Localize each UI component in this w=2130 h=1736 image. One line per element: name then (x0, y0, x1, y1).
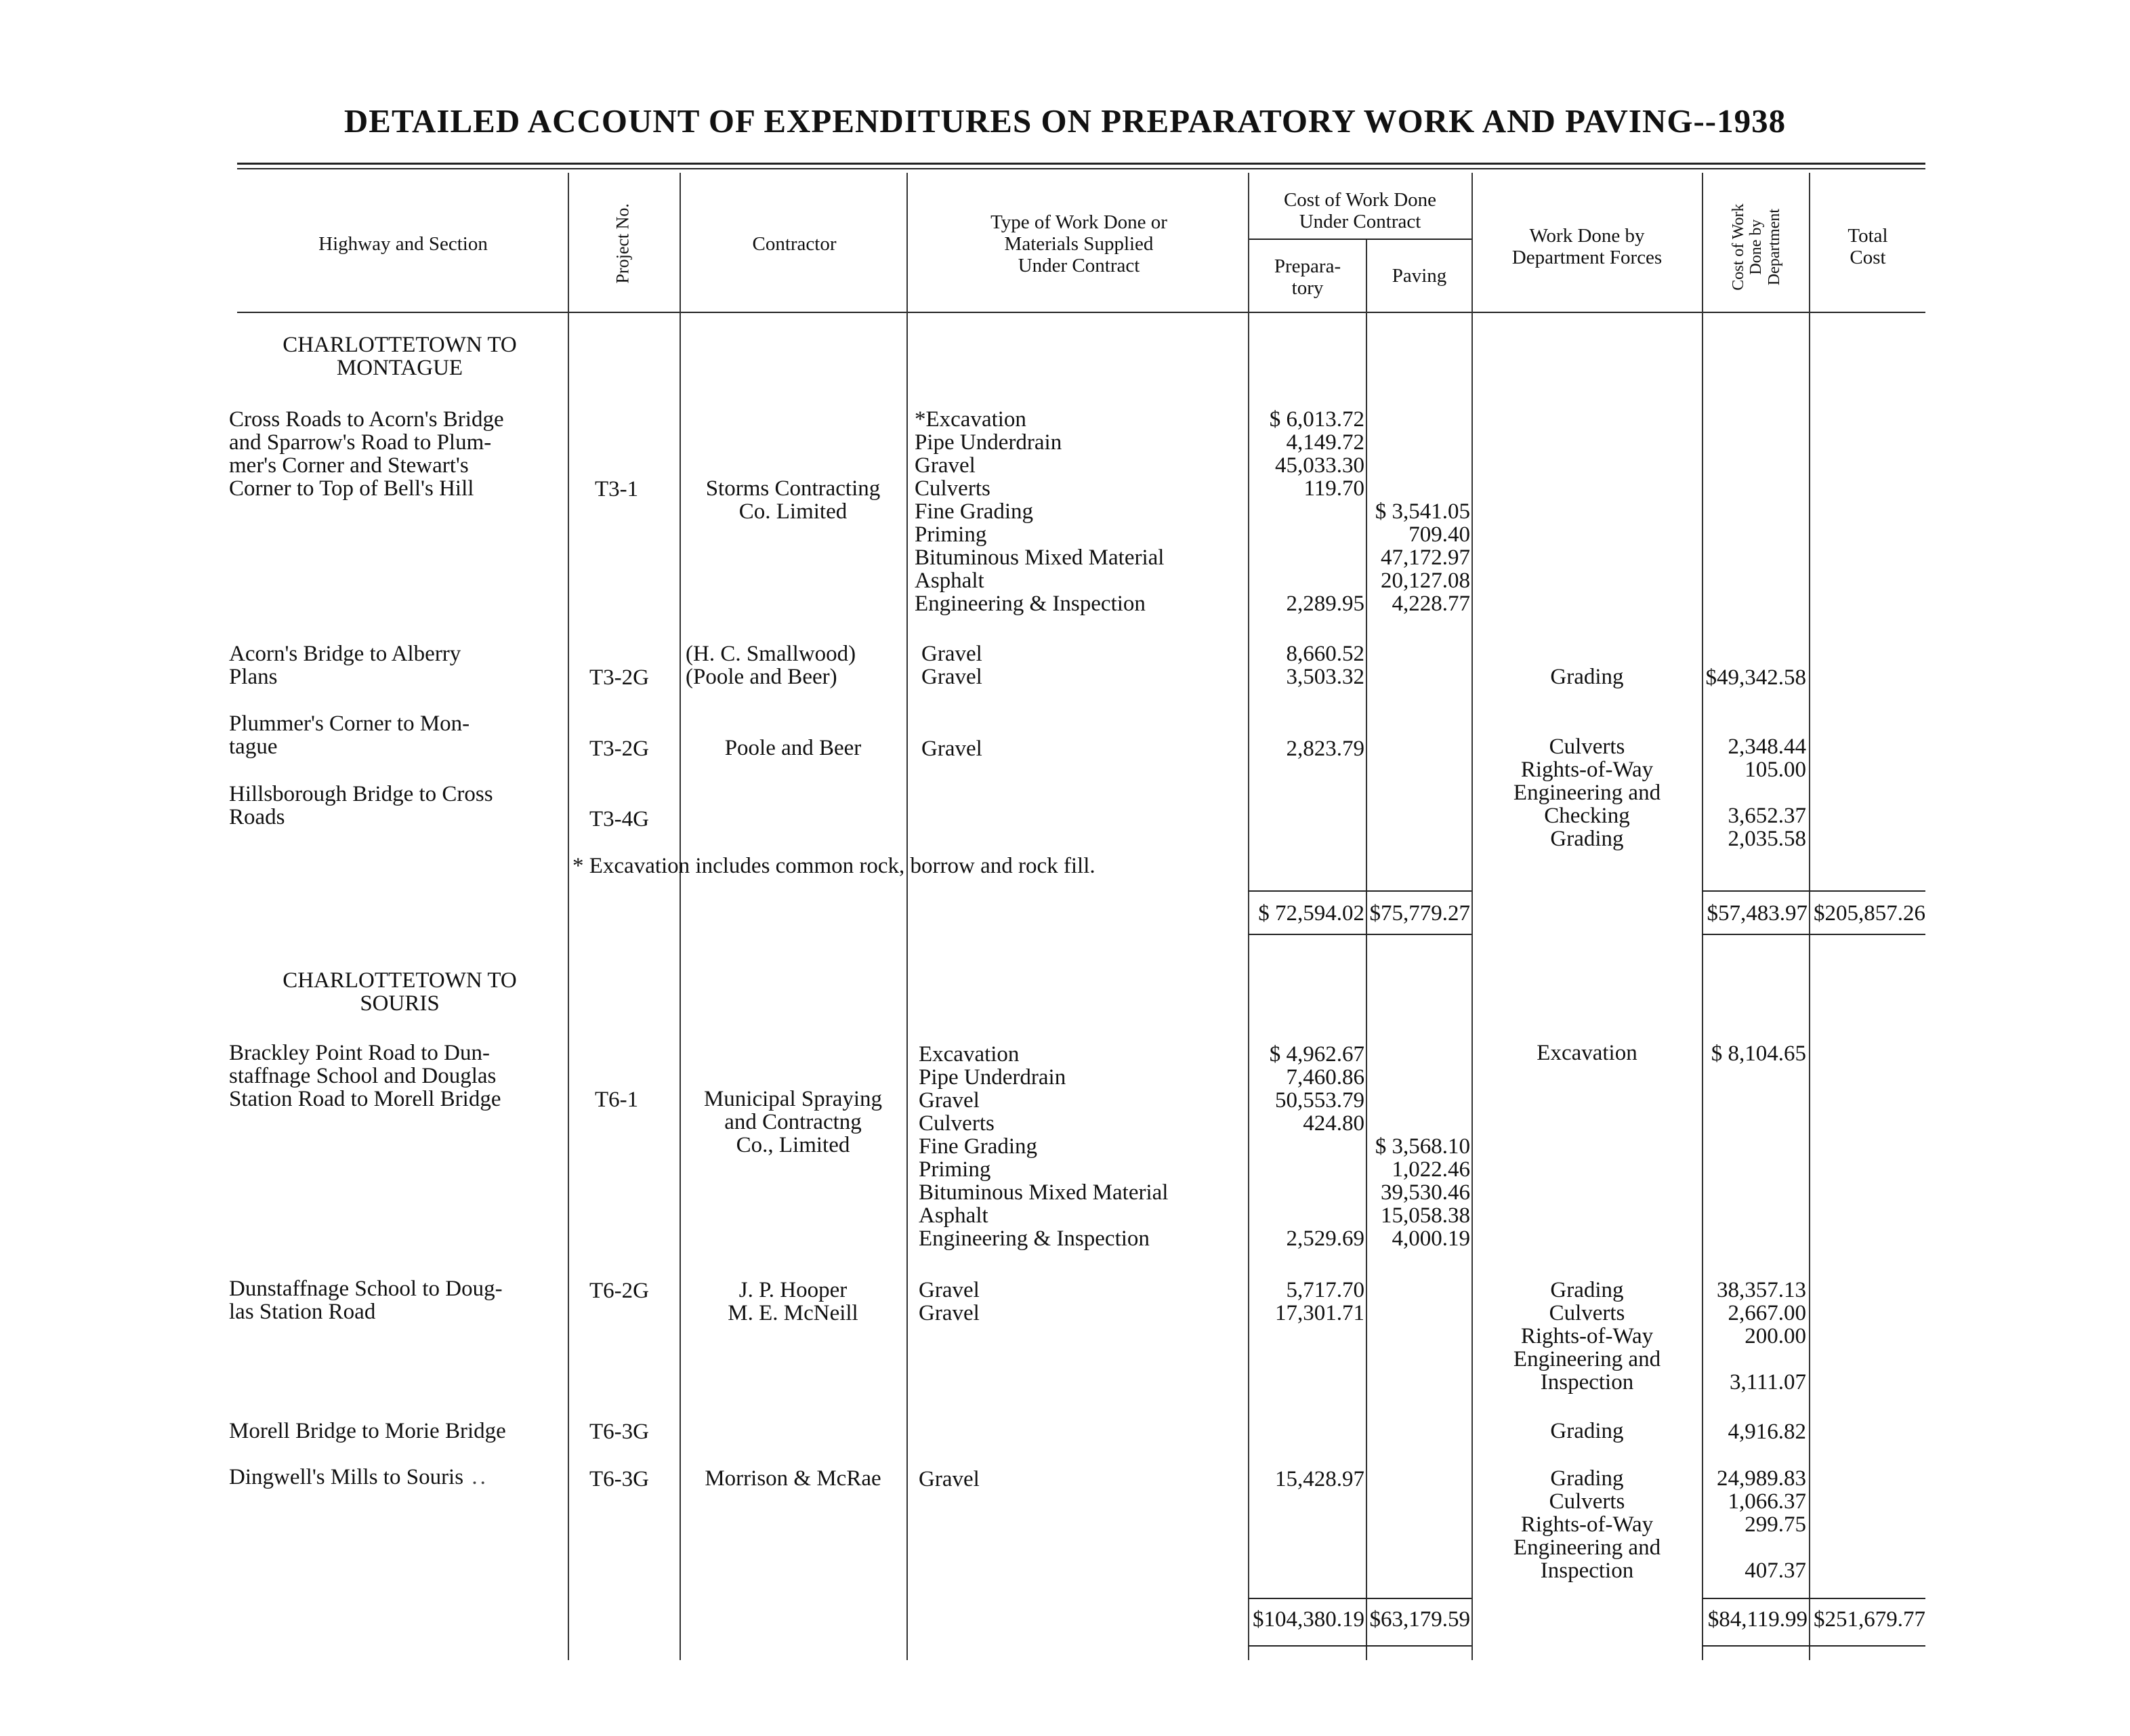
highway-line: mer's Corner and Stewart's (229, 453, 469, 478)
section-title (237, 969, 562, 1015)
header-total-line-2: Cost (1850, 246, 1886, 268)
paving-value: 1,022.46 (1392, 1157, 1470, 1182)
dept-cost-list (1703, 735, 1806, 850)
prep-value: 4,149.72 (1286, 430, 1364, 455)
section-title-line: CHARLOTTETOWN TO (283, 333, 517, 357)
work-type-item: Gravel (921, 665, 982, 689)
header-type-line-2: Materials Supplied (1004, 232, 1154, 255)
contractor-line: and Contractng (724, 1110, 862, 1134)
dept-cost: $49,342.58 (1705, 665, 1806, 690)
dept-cost (1703, 1348, 1806, 1371)
dept-cost: 2,348.44 (1728, 735, 1806, 759)
header-cost-under-contract (1250, 190, 1470, 233)
paving-value (1369, 1043, 1470, 1066)
dept-work: Checking (1544, 804, 1630, 828)
dept-cost (1703, 1536, 1806, 1559)
work-type-item: Gravel (919, 1467, 980, 1491)
highway-line: Hillsborough Bridge to Cross (229, 782, 493, 806)
contractor-name: Morrison & McRae (705, 1466, 881, 1491)
col-divider-contractor (906, 173, 908, 1660)
subtotal-rule (1702, 890, 1925, 892)
paving-value (1369, 431, 1470, 454)
header-cost-by-dept (1730, 194, 1783, 299)
paving-value: 20,127.08 (1381, 569, 1470, 593)
paving-value: $ 3,568.10 (1375, 1134, 1470, 1159)
prep-value: 8,660.52 (1286, 642, 1364, 666)
highway-line: Acorn's Bridge to Alberry (229, 642, 461, 666)
dept-work: Engineering and (1513, 1535, 1661, 1560)
header-type-line-1: Type of Work Done or (990, 211, 1167, 233)
work-type-item: *Excavation (915, 407, 1026, 432)
dept-cost-list (1703, 1467, 1806, 1582)
work-type-item: Engineering & Inspection (915, 592, 1146, 616)
prep-value: 15,428.97 (1275, 1467, 1364, 1491)
preparatory-values (1251, 1043, 1364, 1250)
header-paving: Paving (1392, 265, 1447, 287)
dept-work: Rights-of-Way (1520, 1512, 1654, 1537)
paving-value (1369, 408, 1470, 431)
prep-value: $ 4,962.67 (1269, 1042, 1364, 1067)
work-type-item: Priming (919, 1157, 991, 1182)
col-divider-highway (568, 173, 569, 1660)
dept-work-list (1474, 1467, 1700, 1582)
highway-section (229, 712, 469, 758)
work-type-item: Asphalt (919, 1203, 988, 1228)
highway-section (229, 783, 493, 829)
section-title-line: SOURIS (360, 991, 440, 1016)
contractor-name: Poole and Beer (724, 736, 862, 760)
project-number: T3-1 (595, 477, 639, 501)
project-number: T6-1 (595, 1088, 639, 1112)
highway-line: Roads (229, 805, 285, 829)
highway-line: Station Road to Morell Bridge (229, 1087, 501, 1111)
preparatory-values (1251, 408, 1364, 615)
header-contractor: Contractor (752, 233, 837, 255)
contractor-line: Co., Limited (736, 1133, 850, 1157)
total-cost: $205,857.26 (1814, 901, 1925, 926)
highway-section (229, 642, 461, 688)
header-costdept-line-3: Department (1765, 208, 1783, 286)
dept-cost: 299.75 (1745, 1512, 1806, 1537)
work-type-item: Gravel (915, 453, 976, 478)
total-dept-cost: $84,119.99 (1707, 1607, 1808, 1632)
dept-work: Culverts (1549, 735, 1625, 759)
prep-value: 7,460.86 (1286, 1065, 1364, 1090)
contractor-line: Co. Limited (738, 499, 848, 524)
work-type-list (919, 1279, 980, 1325)
total-dept-cost: $57,483.97 (1707, 901, 1808, 926)
prep-value (1251, 1158, 1364, 1181)
prep-value (1251, 523, 1364, 546)
dept-work: Inspection (1540, 1370, 1634, 1394)
work-type-item: Culverts (915, 476, 990, 501)
dept-work: Grading (1550, 827, 1624, 851)
footnote: * Excavation includes common rock, borrow and rock fill. (572, 854, 1095, 878)
header-type-line-3: Under Contract (1018, 254, 1140, 276)
contractor-name (680, 1088, 906, 1157)
dept-cost: 2,667.00 (1728, 1301, 1806, 1325)
project-number: T6-3G (589, 1420, 649, 1444)
dept-work: Engineering and (1513, 1347, 1661, 1371)
work-type-list (915, 408, 1247, 615)
dept-cost-list (1703, 1279, 1806, 1394)
prep-value: 119.70 (1303, 476, 1364, 501)
work-type-item: Fine Grading (919, 1134, 1038, 1159)
paving-value: $ 3,541.05 (1375, 499, 1470, 524)
dept-work: Rights-of-Way (1520, 758, 1654, 782)
section-title (237, 333, 562, 379)
header-dept-forces (1474, 226, 1700, 269)
preparatory-values (1251, 1279, 1364, 1325)
paving-value: 47,172.97 (1381, 545, 1470, 570)
highway-section (229, 1277, 503, 1323)
highway-line: Plummer's Corner to Mon- (229, 711, 470, 736)
header-type-of-work (911, 212, 1247, 277)
paving-value (1369, 1066, 1470, 1089)
prep-value: 2,529.69 (1286, 1226, 1364, 1251)
header-total-line-1: Total (1847, 225, 1888, 247)
contractor-name (680, 1279, 906, 1325)
highway-line: Plans (229, 665, 278, 689)
header-cost-line-2: Under Contract (1299, 210, 1421, 232)
dept-work: Rights-of-Way (1520, 1324, 1654, 1348)
total-underline (1248, 934, 1471, 935)
dept-cost: 1,066.37 (1728, 1489, 1806, 1514)
paving-value: 709.40 (1408, 522, 1470, 547)
work-type-item: Bituminous Mixed Material (919, 1180, 1169, 1205)
highway-section (229, 1041, 501, 1111)
dept-cost: 24,989.83 (1717, 1466, 1806, 1491)
work-type-item: Gravel (919, 1088, 980, 1113)
work-type-item: Fine Grading (915, 499, 1034, 524)
work-type-item: Pipe Underdrain (915, 430, 1062, 455)
header-bottom-rule (237, 312, 1925, 313)
top-rule-secondary (237, 168, 1925, 169)
total-paving: $75,779.27 (1369, 901, 1470, 926)
project-number: T3-4G (589, 807, 649, 831)
project-number: T3-2G (589, 665, 649, 690)
prep-value (1251, 1204, 1364, 1227)
contractor-line: M. E. McNeill (728, 1301, 858, 1325)
dept-cost: 4,916.82 (1728, 1420, 1806, 1444)
work-type-item: Gravel (921, 642, 982, 666)
dept-cost (1703, 781, 1806, 804)
contractor-line: (H. C. Smallwood) (686, 642, 856, 666)
contractor-line: (Poole and Beer) (686, 665, 837, 689)
prep-value: 2,289.95 (1286, 592, 1364, 616)
work-type-list (919, 1043, 1247, 1250)
header-project-no: Project No. (612, 203, 633, 284)
dept-cost: 200.00 (1745, 1324, 1806, 1348)
prep-value: 2,823.79 (1286, 737, 1364, 761)
project-number: T3-2G (589, 737, 649, 761)
work-type-item: Asphalt (915, 569, 984, 593)
dept-work: Grading (1550, 1419, 1624, 1443)
header-prep-line-1: Prepara- (1274, 255, 1341, 277)
work-type-item: Priming (915, 522, 987, 547)
header-dept-line-1: Work Done by (1529, 225, 1645, 247)
contractor-name (680, 477, 906, 523)
contractor-name (686, 642, 856, 688)
section-title-line: CHARLOTTETOWN TO (283, 968, 517, 993)
dept-work: Culverts (1549, 1489, 1625, 1514)
dept-work: Inspection (1540, 1558, 1634, 1583)
work-type-item: Pipe Underdrain (919, 1065, 1066, 1090)
highway-line: Corner to Top of Bell's Hill (229, 476, 474, 501)
prep-value: 17,301.71 (1275, 1301, 1364, 1325)
highway-section: Morell Bridge to Morie Bridge (229, 1419, 506, 1443)
dept-cost: 2,035.58 (1728, 827, 1806, 851)
total-underline (1248, 1645, 1471, 1647)
header-dept-line-2: Department Forces (1511, 246, 1663, 268)
prep-value (1251, 500, 1364, 523)
header-prep-line-2: tory (1291, 276, 1324, 299)
prep-value (1251, 546, 1364, 569)
contractor-line: J. P. Hooper (738, 1278, 848, 1302)
top-rule (237, 163, 1925, 165)
prep-value (1251, 569, 1364, 592)
work-type-item: Gravel (919, 1301, 980, 1325)
col-divider-project (680, 173, 681, 1660)
dept-work: Excavation (1537, 1041, 1637, 1065)
total-cost: $251,679.77 (1814, 1607, 1925, 1632)
dept-work: Engineering and (1513, 781, 1661, 805)
subtotal-rule (1248, 1598, 1471, 1599)
paving-value (1369, 477, 1470, 500)
highway-line: and Sparrow's Road to Plum- (229, 430, 492, 455)
col-divider-prep (1366, 240, 1367, 1660)
subtotal-rule (1702, 1598, 1925, 1599)
total-paving: $63,179.59 (1369, 1607, 1470, 1632)
total-underline (1702, 1645, 1925, 1647)
total-underline (1702, 934, 1925, 935)
paving-value: 15,058.38 (1381, 1203, 1470, 1228)
contractor-line: Storms Contracting (705, 476, 881, 501)
highway-section (229, 1466, 488, 1489)
cost-contract-subrule (1248, 239, 1471, 240)
project-number: T6-3G (589, 1467, 649, 1491)
paving-value: 4,228.77 (1392, 592, 1470, 616)
work-type-item: Culverts (919, 1111, 995, 1136)
header-total-cost (1810, 226, 1925, 269)
prep-value: $ 6,013.72 (1269, 407, 1364, 432)
dept-work: Grading (1550, 665, 1624, 689)
contractor-line: Municipal Spraying (703, 1087, 883, 1111)
dept-work-list (1474, 1279, 1700, 1394)
header-costdept-line-1: Cost of Work (1729, 203, 1747, 291)
work-type-list (921, 642, 982, 688)
dept-work: Culverts (1549, 1301, 1625, 1325)
dept-cost: 3,652.37 (1728, 804, 1806, 828)
project-number: T6-2G (589, 1279, 649, 1303)
dept-work: Grading (1550, 1278, 1624, 1302)
prep-value (1251, 1135, 1364, 1158)
paving-value: 39,530.46 (1381, 1180, 1470, 1205)
paving-value: 4,000.19 (1392, 1226, 1470, 1251)
page-title: DETAILED ACCOUNT OF EXPENDITURES ON PREPARATORY WORK AND PAVING--1938 (343, 102, 1787, 140)
work-type-item: Gravel (919, 1278, 980, 1302)
highway-line: tague (229, 735, 278, 759)
dept-work: Grading (1550, 1466, 1624, 1491)
leader-dots: .. (463, 1465, 488, 1489)
paving-values (1369, 408, 1470, 615)
header-cost-line-1: Cost of Work Done (1283, 189, 1437, 211)
highway-line: Brackley Point Road to Dun- (229, 1041, 490, 1065)
prep-value: 50,553.79 (1275, 1088, 1364, 1113)
prep-value: 424.80 (1303, 1111, 1364, 1136)
paving-value (1369, 1089, 1470, 1112)
paving-value (1369, 454, 1470, 477)
work-type-item: Gravel (921, 737, 982, 761)
highway-line: Dunstaffnage School to Doug- (229, 1277, 503, 1301)
highway-line: las Station Road (229, 1300, 376, 1324)
dept-cost: 3,111.07 (1729, 1370, 1806, 1394)
highway-line: Dingwell's Mills to Souris (229, 1465, 464, 1489)
total-preparatory: $104,380.19 (1253, 1607, 1364, 1632)
highway-line: staffnage School and Douglas (229, 1064, 497, 1088)
dept-cost: 407.37 (1745, 1558, 1806, 1583)
highway-section (229, 408, 504, 500)
work-type-item: Excavation (919, 1042, 1020, 1067)
dept-cost: 38,357.13 (1717, 1278, 1806, 1302)
paving-values (1369, 1043, 1470, 1250)
prep-value: 45,033.30 (1275, 453, 1364, 478)
preparatory-values (1251, 642, 1364, 688)
section-title-line: MONTAGUE (336, 356, 463, 380)
header-highway: Highway and Section (318, 233, 488, 255)
dept-work-list (1474, 735, 1700, 850)
paving-value (1369, 1112, 1470, 1135)
col-divider-paving (1471, 173, 1473, 1660)
work-type-item: Engineering & Inspection (919, 1226, 1150, 1251)
work-type-item: Bituminous Mixed Material (915, 545, 1165, 570)
subtotal-rule (1248, 890, 1471, 892)
total-preparatory: $ 72,594.02 (1258, 901, 1364, 926)
header-preparatory (1250, 256, 1365, 299)
prep-value: 5,717.70 (1286, 1278, 1364, 1302)
prep-value: 3,503.32 (1286, 665, 1364, 689)
dept-cost: 105.00 (1745, 758, 1806, 782)
dept-cost: $ 8,104.65 (1711, 1041, 1806, 1066)
header-costdept-line-2: Done by (1747, 219, 1766, 275)
highway-line: Cross Roads to Acorn's Bridge (229, 407, 504, 432)
prep-value (1251, 1181, 1364, 1204)
